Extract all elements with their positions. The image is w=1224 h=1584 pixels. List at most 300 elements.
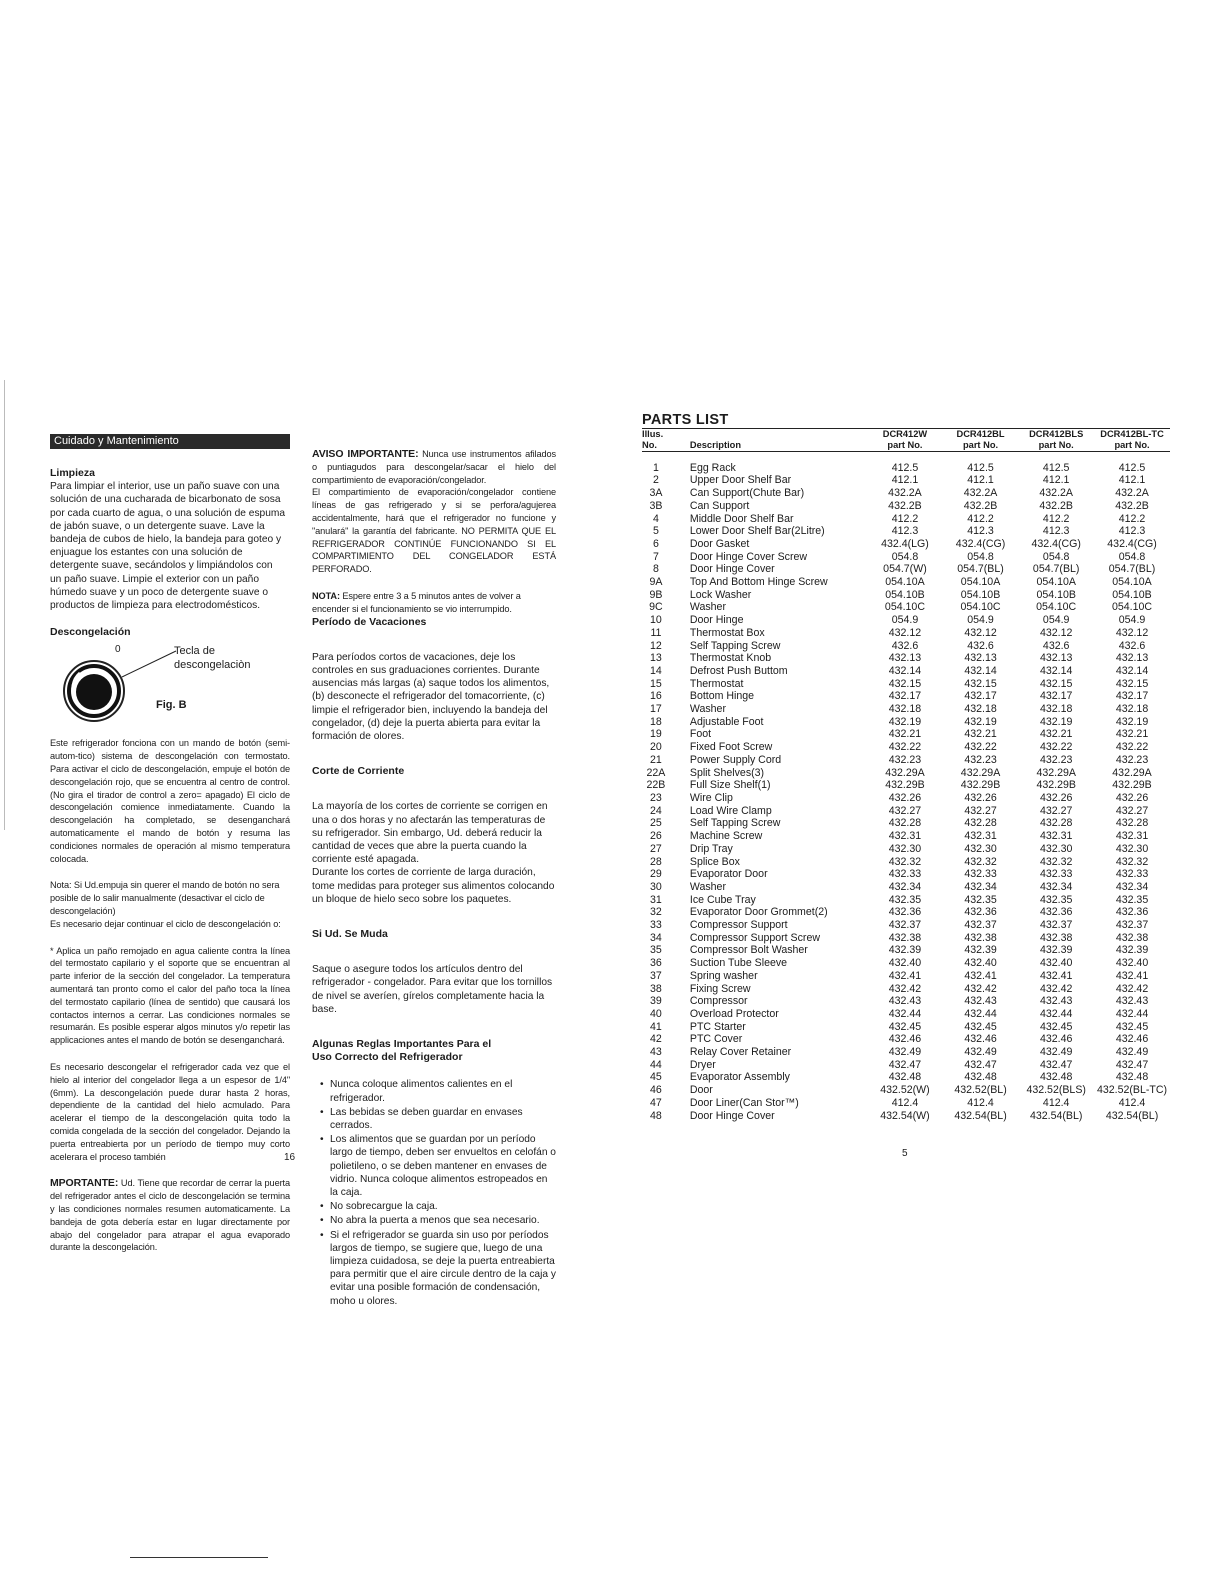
part-dcr412bls-cell: 432.15 — [1039, 677, 1073, 690]
description-cell: Compressor Support — [689, 919, 788, 932]
part-dcr412w-cell: 432.23 — [888, 753, 922, 766]
part-dcr412bltc-cell: 432.54(BL) — [1105, 1109, 1159, 1122]
description-cell: Evaporator Door — [689, 868, 768, 881]
part-dcr412bls-cell: 432.39 — [1039, 944, 1073, 957]
part-dcr412bl-cell: 432.28 — [964, 817, 997, 830]
parts-table-body — [642, 452, 1170, 1123]
part-dcr412bltc-cell: 432.46 — [1115, 1033, 1149, 1046]
part-dcr412bl-cell: 054.10B — [960, 588, 1001, 601]
illus-no-cell: 39 — [650, 995, 662, 1008]
description-cell: Fixing Screw — [689, 982, 751, 995]
description-cell: Door Hinge Cover Screw — [689, 550, 808, 563]
part-dcr412bl-cell: 054.10A — [960, 576, 1001, 589]
section-title: Cuidado y Mantenimiento — [50, 434, 290, 449]
part-dcr412bls-cell: 432.19 — [1039, 715, 1073, 728]
middle-column — [312, 448, 556, 1309]
part-dcr412w-cell: 432.44 — [888, 1007, 922, 1020]
illus-no-cell: 34 — [650, 931, 662, 944]
aviso-paragraph-2: El compartimiento de evaporación/congelador contiene líneas de gas refrigerado y si se perfora/agujerea accidentalmente, hará que el refrigerador no funcione y "anulará" la garantía del fabricante. NO PERMITA QUE EL REFRIGERADOR CONTINÚE FUNCIONANDO SI EL COMPARTIMIENTO DEL CONGELADOR ESTÁ PERFORADO. — [312, 487, 556, 575]
part-dcr412w-cell: 432.52(W) — [880, 1084, 930, 1097]
part-dcr412bltc-cell: 432.15 — [1115, 677, 1149, 690]
part-dcr412bltc-cell: 432.44 — [1115, 1007, 1149, 1020]
part-dcr412bltc-cell: 432.14 — [1115, 664, 1149, 677]
part-dcr412bls-cell: 432.37 — [1039, 919, 1073, 932]
table-row — [642, 856, 1170, 869]
description-cell: Washer — [689, 703, 726, 716]
part-dcr412w-cell: 432.2B — [888, 499, 922, 512]
illus-no-cell: 4 — [652, 512, 659, 525]
illus-no-cell: 10 — [650, 614, 662, 627]
defrost-paragraph-1: Este refrigerador fonciona con un mando de botón (semi-autom-tico) sistema de descongelación con termostato. Para activar el ciclo de descongelación, empuje el botón de descongelación rojo, que se encuentra al centro de control. (No gira el tirador de control a zero= apagado) El ciclo de descongelación comience inmediatamente. Cuando la descongelación ha completado, se desenganchará automaticamente el mando de botón y resuma las condiciones normales de operación al mismo temperatura colocada. — [50, 738, 290, 864]
part-dcr412bl-cell: 432.44 — [964, 1007, 997, 1020]
part-dcr412bls-cell: 432.26 — [1039, 791, 1073, 804]
table-row — [642, 474, 1170, 487]
part-dcr412w-cell: 432.45 — [888, 1020, 922, 1033]
description-cell: Lower Door Shelf Bar(2Litre) — [689, 525, 825, 538]
part-dcr412bl-cell: 432.4(CG) — [955, 537, 1006, 550]
part-dcr412w-cell: 412.2 — [891, 512, 919, 525]
part-dcr412bltc-cell: 432.29B — [1112, 779, 1152, 792]
description-cell: Washer — [689, 880, 726, 893]
part-dcr412bltc-cell: 432.23 — [1115, 753, 1149, 766]
part-dcr412bl-cell: 432.26 — [964, 791, 997, 804]
part-dcr412bltc-cell: 054.8 — [1118, 550, 1146, 563]
illus-no-cell: 19 — [650, 728, 662, 741]
part-dcr412bltc-cell: 432.47 — [1115, 1058, 1149, 1071]
description-cell: Lock Washer — [689, 588, 752, 601]
part-dcr412w-cell: 432.43 — [888, 995, 922, 1008]
table-row — [642, 1046, 1170, 1059]
part-dcr412bls-cell: 412.4 — [1042, 1096, 1070, 1109]
table-row — [642, 500, 1170, 513]
table-row — [642, 627, 1170, 640]
part-dcr412bl-cell: 054.9 — [967, 614, 994, 627]
part-dcr412bls-cell: 432.35 — [1039, 893, 1073, 906]
illus-no-cell: 23 — [650, 791, 662, 804]
part-dcr412bl-cell: 432.27 — [964, 804, 997, 817]
table-row — [642, 551, 1170, 564]
part-dcr412bltc-cell: 432.13 — [1115, 652, 1149, 665]
illus-no-cell: 26 — [650, 830, 662, 843]
part-dcr412bls-cell: 412.5 — [1042, 461, 1070, 474]
part-dcr412w-cell: 054.7(W) — [883, 563, 927, 576]
illus-no-cell: 2 — [652, 474, 659, 487]
bottom-rule — [130, 1557, 268, 1558]
illus-no-cell: 27 — [650, 842, 662, 855]
table-row — [642, 525, 1170, 538]
part-dcr412bltc-cell: 432.41 — [1115, 969, 1149, 982]
part-dcr412bl-cell: 432.13 — [964, 652, 997, 665]
defrost-paragraph-2: * Aplica un paño remojado en agua caliente contra la línea del termostato capilario y el soporte que se encuentran al parte inferior de la sección del congelador. La temperatura aumentará tan pronto como el calor del paño toca la línea del termostato capilario (línea de sentido) que causará los contactos internos a cerrar. Las condiciones normales se resumarán. Es posible esperar algos minutos y/o repetir las applicaciones antes el mando de botón se desenganchará. — [50, 945, 290, 1046]
part-dcr412bls-cell: 432.2A — [1039, 487, 1073, 500]
part-dcr412bls-cell: 432.45 — [1039, 1020, 1073, 1033]
part-dcr412bltc-cell: 054.10B — [1112, 588, 1152, 601]
part-dcr412bltc-cell: 432.12 — [1115, 626, 1149, 639]
description-cell: Self Tapping Screw — [689, 817, 781, 830]
vacaciones-text: Para períodos cortos de vacaciones, deje los controles en sus graduaciones corrientes. Durante ausencias más largas (a) saque todos los alimentos, (b) desconecte el refrigerador del tomacorriente, (c) limpie el refrigerador bien, incluyendo la bandeja del congelador, (d) deje la puerta abierta para evitar la formación de olores. — [312, 651, 550, 742]
illus-no-cell: 22B — [646, 779, 666, 792]
table-row — [642, 919, 1170, 932]
description-cell: Split Shelves(3) — [689, 766, 765, 779]
part-dcr412bl-cell: 432.41 — [964, 969, 997, 982]
part-dcr412bls-cell: 054.7(BL) — [1032, 563, 1080, 576]
muda-text: Saque o asegure todos los artículos dentro del refrigerador - congelador. Para evitar que los tornillos de nivel se averíen, gírelos completamente hacia la base. — [312, 964, 553, 1015]
defrost-note-1: Nota: Si Ud.empuja sin querer el mando de botón no sera posible de lo salir manualmente (desactivar el ciclo de descongelación) — [50, 880, 280, 916]
illus-no-cell: 45 — [650, 1071, 662, 1084]
part-dcr412w-cell: 412.5 — [891, 461, 919, 474]
table-row — [642, 576, 1170, 589]
part-dcr412bl-cell: 432.48 — [964, 1071, 997, 1084]
description-cell: Upper Door Shelf Bar — [689, 474, 792, 487]
part-dcr412bltc-cell: 054.9 — [1118, 614, 1146, 627]
illus-no-cell: 32 — [650, 906, 662, 919]
part-dcr412bls-cell: 432.12 — [1039, 626, 1073, 639]
illus-no-cell: 12 — [650, 639, 662, 652]
part-dcr412w-cell: 432.4(LG) — [881, 537, 929, 550]
part-dcr412bltc-cell: 054.10A — [1112, 576, 1152, 589]
part-dcr412w-cell: 412.1 — [891, 474, 919, 487]
header-no: No. — [642, 440, 670, 452]
table-row — [642, 678, 1170, 691]
illus-no-cell: 47 — [650, 1096, 662, 1109]
list-item: • No abra la puerta a menos que sea necesario. — [322, 1214, 556, 1227]
part-dcr412bl-cell: 412.2 — [967, 512, 994, 525]
important-label: MPORTANTE: — [50, 1177, 119, 1190]
description-cell: Ice Cube Tray — [689, 893, 756, 906]
part-dcr412bl-cell: 432.12 — [964, 626, 997, 639]
part-dcr412bl-cell: 432.52(BL) — [954, 1084, 1007, 1097]
part-dcr412w-cell: 432.37 — [888, 919, 922, 932]
part-dcr412bltc-cell: 432.37 — [1115, 919, 1149, 932]
part-dcr412bls-cell: 432.54(BL) — [1029, 1109, 1083, 1122]
illus-no-cell: 48 — [650, 1109, 662, 1122]
header-part-no: part No. — [1018, 440, 1094, 452]
part-dcr412bls-cell: 432.38 — [1039, 931, 1073, 944]
right-page-number: 5 — [902, 1148, 908, 1159]
part-dcr412bls-cell: 432.42 — [1039, 982, 1073, 995]
table-row — [642, 601, 1170, 614]
left-column — [50, 434, 290, 1254]
illus-no-cell: 7 — [652, 550, 659, 563]
part-dcr412bl-cell: 432.2B — [963, 499, 998, 512]
part-dcr412bltc-cell: 432.22 — [1115, 741, 1149, 754]
part-dcr412bltc-cell: 432.19 — [1115, 715, 1149, 728]
part-dcr412w-cell: 432.39 — [888, 944, 922, 957]
part-dcr412bls-cell: 432.46 — [1039, 1033, 1073, 1046]
table-row — [642, 970, 1170, 983]
part-dcr412bl-cell: 432.39 — [964, 944, 997, 957]
part-dcr412w-cell: 432.46 — [888, 1033, 922, 1046]
description-cell: PTC Cover — [689, 1033, 743, 1046]
part-dcr412bltc-cell: 432.40 — [1115, 957, 1149, 970]
part-dcr412w-cell: 432.38 — [888, 931, 922, 944]
table-row — [642, 906, 1170, 919]
table-row — [642, 487, 1170, 500]
part-dcr412bl-cell: 432.46 — [964, 1033, 997, 1046]
description-cell: Fixed Foot Screw — [689, 741, 773, 754]
illus-no-cell: 9A — [649, 576, 663, 589]
table-row — [642, 741, 1170, 754]
part-dcr412w-cell: 432.22 — [888, 741, 922, 754]
part-dcr412w-cell: 432.35 — [888, 893, 922, 906]
reglas-heading: Algunas Reglas Importantes Para el Uso Correcto del Refrigerador — [312, 1038, 492, 1064]
illus-no-cell: 22A — [646, 766, 666, 779]
part-dcr412bl-cell: 412.1 — [967, 474, 994, 487]
part-dcr412bl-cell: 432.22 — [964, 741, 997, 754]
part-dcr412bls-cell: 412.2 — [1042, 512, 1070, 525]
defrost-figure — [50, 641, 290, 737]
part-dcr412bl-cell: 432.35 — [964, 893, 997, 906]
part-dcr412bl-cell: 432.31 — [964, 830, 997, 843]
part-dcr412bl-cell: 432.17 — [964, 690, 997, 703]
table-row — [642, 1008, 1170, 1021]
part-dcr412bltc-cell: 432.38 — [1115, 931, 1149, 944]
part-dcr412bl-cell: 432.30 — [964, 842, 997, 855]
vacaciones-heading: Período de Vacaciones — [312, 615, 427, 628]
part-dcr412bl-cell: 432.19 — [964, 715, 997, 728]
part-dcr412bltc-cell: 412.3 — [1118, 525, 1146, 538]
table-row — [642, 983, 1170, 996]
table-row — [642, 843, 1170, 856]
part-dcr412bltc-cell: 432.6 — [1118, 639, 1146, 652]
left-page-number: 16 — [284, 1152, 296, 1163]
part-dcr412bl-cell: 432.47 — [964, 1058, 997, 1071]
part-dcr412bltc-cell: 432.17 — [1115, 690, 1149, 703]
description-cell: Egg Rack — [689, 461, 736, 474]
part-dcr412bl-cell: 432.32 — [964, 855, 997, 868]
pointer-line — [120, 649, 180, 679]
muda-heading: Si Ud. Se Muda — [312, 928, 388, 941]
description-cell: Bottom Hinge — [689, 690, 755, 703]
part-dcr412bls-cell: 432.30 — [1039, 842, 1073, 855]
part-dcr412bls-cell: 432.33 — [1039, 868, 1073, 881]
list-item: • Si el refrigerador se guarda sin uso por períodos largos de tiempo, se sugiere que, luego de una limpieza cuidadosa, se deje la puerta entreabierta para permitir que el aire circule dentro de la caja y evitar una posible formación de condensación, moho u olores. — [322, 1229, 556, 1308]
part-dcr412w-cell: 432.33 — [888, 868, 922, 881]
important-text: Ud. Tiene que recordar de cerrar la puerta del refrigerador antes el ciclo de descongelación se termina y las condiciones normales resumen automaticamente. La bandeja de gota debería estar en lugar directamente por abajo del congelador para atrapar el agua evaporado durante la descongelación. — [50, 1178, 290, 1253]
part-dcr412bltc-cell: 432.34 — [1115, 880, 1149, 893]
description-cell: Top And Bottom Hinge Screw — [689, 576, 828, 589]
part-dcr412bltc-cell: 412.2 — [1118, 512, 1146, 525]
part-dcr412bls-cell: 432.21 — [1039, 728, 1073, 741]
part-dcr412bl-cell: 432.40 — [964, 957, 997, 970]
description-cell: Power Supply Cord — [689, 753, 782, 766]
part-dcr412w-cell: 432.32 — [888, 855, 922, 868]
part-dcr412bltc-cell: 432.28 — [1115, 817, 1149, 830]
illus-no-cell: 9B — [649, 588, 663, 601]
part-dcr412w-cell: 432.27 — [888, 804, 922, 817]
illus-no-cell: 46 — [650, 1084, 662, 1097]
table-row — [642, 589, 1170, 602]
illus-no-cell: 3A — [649, 487, 663, 500]
part-dcr412bltc-cell: 432.30 — [1115, 842, 1149, 855]
illus-no-cell: 35 — [650, 944, 662, 957]
part-dcr412w-cell: 432.29A — [885, 766, 925, 779]
illus-no-cell: 13 — [650, 652, 662, 665]
corriente-text-1: La mayoría de los cortes de corriente se corrigen en una o dos horas y no afectarán las temperaturas de su refrigerador. Sin embargo, Ud. deberá reducir la cantidad de veces que abre la puerta cuando la corriente esté apagada. — [312, 801, 548, 866]
part-dcr412w-cell: 432.6 — [891, 639, 919, 652]
part-dcr412bltc-cell: 432.43 — [1115, 995, 1149, 1008]
part-dcr412bltc-cell: 432.35 — [1115, 893, 1149, 906]
nota-label: NOTA: — [312, 590, 340, 601]
part-dcr412w-cell: 432.31 — [888, 830, 922, 843]
table-row — [642, 805, 1170, 818]
limpieza-heading: Limpieza — [50, 467, 95, 479]
description-cell: Can Support(Chute Bar) — [689, 487, 805, 500]
parts-table — [642, 429, 1170, 1122]
part-dcr412w-cell: 432.15 — [888, 677, 922, 690]
part-dcr412bltc-cell: 432.42 — [1115, 982, 1149, 995]
part-dcr412bls-cell: 432.43 — [1039, 995, 1073, 1008]
aviso-text: Nunca use instrumentos afilados o puntiagudos para descongelar/sacar el hielo del compartimiento de evaporación/congelador. — [312, 449, 556, 485]
description-cell: Door Liner(Can Stor™) — [689, 1096, 799, 1109]
part-dcr412bltc-cell: 432.31 — [1115, 830, 1149, 843]
description-cell: Drip Tray — [689, 842, 733, 855]
part-dcr412bls-cell: 432.17 — [1039, 690, 1073, 703]
illus-no-cell: 33 — [650, 919, 662, 932]
header-model-1: DCR412W — [882, 429, 928, 440]
part-dcr412bl-cell: 412.4 — [967, 1096, 994, 1109]
part-dcr412bl-cell: 432.29B — [960, 779, 1001, 792]
description-cell: Adjustable Foot — [689, 715, 764, 728]
part-dcr412bl-cell: 432.37 — [964, 919, 997, 932]
part-dcr412bltc-cell: 432.4(CG) — [1107, 537, 1157, 550]
part-dcr412w-cell: 432.42 — [888, 982, 922, 995]
illus-no-cell: 17 — [650, 703, 662, 716]
illus-no-cell: 44 — [650, 1058, 662, 1071]
part-dcr412bls-cell: 432.28 — [1039, 817, 1073, 830]
part-dcr412bl-cell: 432.21 — [964, 728, 997, 741]
description-cell: Foot — [689, 728, 712, 741]
description-cell: Door Hinge Cover — [689, 563, 775, 576]
table-row — [642, 830, 1170, 843]
table-row — [642, 703, 1170, 716]
page-edge — [4, 380, 5, 830]
description-cell: Evaporator Assembly — [689, 1071, 790, 1084]
defrost-knob-icon — [62, 659, 126, 723]
part-dcr412w-cell: 432.34 — [888, 880, 922, 893]
table-row — [642, 640, 1170, 653]
part-dcr412bl-cell: 432.34 — [964, 880, 997, 893]
part-dcr412bltc-cell: 432.39 — [1115, 944, 1149, 957]
table-row — [642, 614, 1170, 627]
part-dcr412w-cell: 432.29B — [885, 779, 925, 792]
part-dcr412bls-cell: 432.18 — [1039, 703, 1073, 716]
description-cell: Overload Protector — [689, 1007, 779, 1020]
table-row — [642, 716, 1170, 729]
table-row — [642, 957, 1170, 970]
table-row — [642, 817, 1170, 830]
part-dcr412w-cell: 412.4 — [891, 1096, 919, 1109]
part-dcr412bls-cell: 432.27 — [1039, 804, 1073, 817]
part-dcr412bls-cell: 054.10B — [1036, 588, 1076, 601]
part-dcr412w-cell: 432.41 — [888, 969, 922, 982]
part-dcr412bls-cell: 432.29A — [1036, 766, 1076, 779]
part-dcr412bls-cell: 432.31 — [1039, 830, 1073, 843]
description-cell: Self Tapping Screw — [689, 639, 781, 652]
part-dcr412bl-cell: 054.8 — [967, 550, 994, 563]
illus-no-cell: 43 — [650, 1046, 662, 1059]
part-dcr412w-cell: 432.36 — [888, 906, 922, 919]
table-row — [642, 728, 1170, 741]
description-cell: Suction Tube Sleeve — [689, 957, 788, 970]
part-dcr412bltc-cell: 432.36 — [1115, 906, 1149, 919]
illus-no-cell: 6 — [652, 537, 659, 550]
table-row — [642, 779, 1170, 792]
illus-no-cell: 24 — [650, 804, 662, 817]
part-dcr412bls-cell: 432.4(CG) — [1031, 537, 1081, 550]
defrost-paragraph-3: Es necesario descongelar el refrigerador cada vez que el hielo al interior del congelador llega a un espesor de 1/4" (6mm). La descongelación puede durar hasta 2 horas, dependiente de la cantidad del hielo acmulado. Para acelerar el tiempo de la descongelación quita todo la comida congelada de la sección del congelador. Dejando la puerta entreabierta por un período de tiempo muy corto acelerara el proceso también — [50, 1061, 290, 1162]
part-dcr412bls-cell: 432.22 — [1039, 741, 1073, 754]
header-model-3: DCR412BLS — [1029, 429, 1084, 440]
illus-no-cell: 29 — [650, 868, 662, 881]
part-dcr412w-cell: 432.13 — [888, 652, 922, 665]
part-dcr412bls-cell: 432.32 — [1039, 855, 1073, 868]
table-row — [642, 1084, 1170, 1097]
part-dcr412bltc-cell: 432.48 — [1115, 1071, 1149, 1084]
figure-label: Fig. B — [156, 699, 187, 712]
part-dcr412bls-cell: 432.49 — [1039, 1046, 1073, 1059]
part-dcr412bltc-cell: 412.1 — [1118, 474, 1146, 487]
table-row — [642, 665, 1170, 678]
descongelacion-heading: Descongelación — [50, 626, 131, 639]
description-cell: Door Hinge — [689, 614, 744, 627]
part-dcr412bltc-cell: 054.7(BL) — [1108, 563, 1156, 576]
part-dcr412w-cell: 054.8 — [891, 550, 919, 563]
part-dcr412bls-cell: 054.10A — [1036, 576, 1076, 589]
part-dcr412bl-cell: 432.29A — [960, 766, 1001, 779]
part-dcr412bl-cell: 412.3 — [967, 525, 994, 538]
table-row — [642, 1110, 1170, 1123]
part-dcr412bls-cell: 412.1 — [1042, 474, 1070, 487]
header-part-no: part No. — [867, 440, 943, 452]
reglas-list — [312, 1078, 556, 1307]
part-dcr412bltc-cell: 432.2A — [1115, 487, 1149, 500]
part-dcr412w-cell: 432.54(W) — [880, 1109, 930, 1122]
part-dcr412bls-cell: 432.47 — [1039, 1058, 1073, 1071]
table-row — [642, 1059, 1170, 1072]
part-dcr412bltc-cell: 432.32 — [1115, 855, 1149, 868]
list-item: • Las bebidas se deben guardar en envases cerrados. — [322, 1106, 556, 1132]
description-cell: Splice Box — [689, 855, 740, 868]
part-dcr412bls-cell: 432.23 — [1039, 753, 1073, 766]
part-dcr412w-cell: 432.40 — [888, 957, 922, 970]
description-cell: Dryer — [689, 1058, 716, 1071]
part-dcr412w-cell: 432.30 — [888, 842, 922, 855]
illus-no-cell: 31 — [650, 893, 662, 906]
header-illus: Illus. — [642, 429, 664, 440]
illus-no-cell: 9C — [649, 601, 663, 614]
description-cell: Machine Screw — [689, 830, 763, 843]
list-item: • No sobrecargue la caja. — [322, 1200, 556, 1213]
table-row — [642, 944, 1170, 957]
part-dcr412bl-cell: 412.5 — [967, 461, 994, 474]
part-dcr412bls-cell: 054.10C — [1036, 601, 1077, 614]
table-row — [642, 538, 1170, 551]
part-dcr412bl-cell: 432.18 — [964, 703, 997, 716]
nota-paragraph — [312, 590, 556, 616]
illus-no-cell: 1 — [652, 461, 659, 474]
nota-text: Espere entre 3 a 5 minutos antes de volver a encender si el funcionamiento se vio interrumpido. — [312, 590, 521, 614]
part-dcr412bltc-cell: 432.29A — [1112, 766, 1152, 779]
description-cell: Full Size Shelf(1) — [689, 779, 771, 792]
header-blank — [670, 429, 867, 440]
illus-no-cell: 25 — [650, 817, 662, 830]
header-part-no: part No. — [1094, 440, 1170, 452]
part-dcr412w-cell: 432.14 — [888, 664, 922, 677]
parts-list-column — [642, 414, 1178, 1122]
part-dcr412bltc-cell: 432.26 — [1115, 791, 1149, 804]
illus-no-cell: 18 — [650, 715, 662, 728]
